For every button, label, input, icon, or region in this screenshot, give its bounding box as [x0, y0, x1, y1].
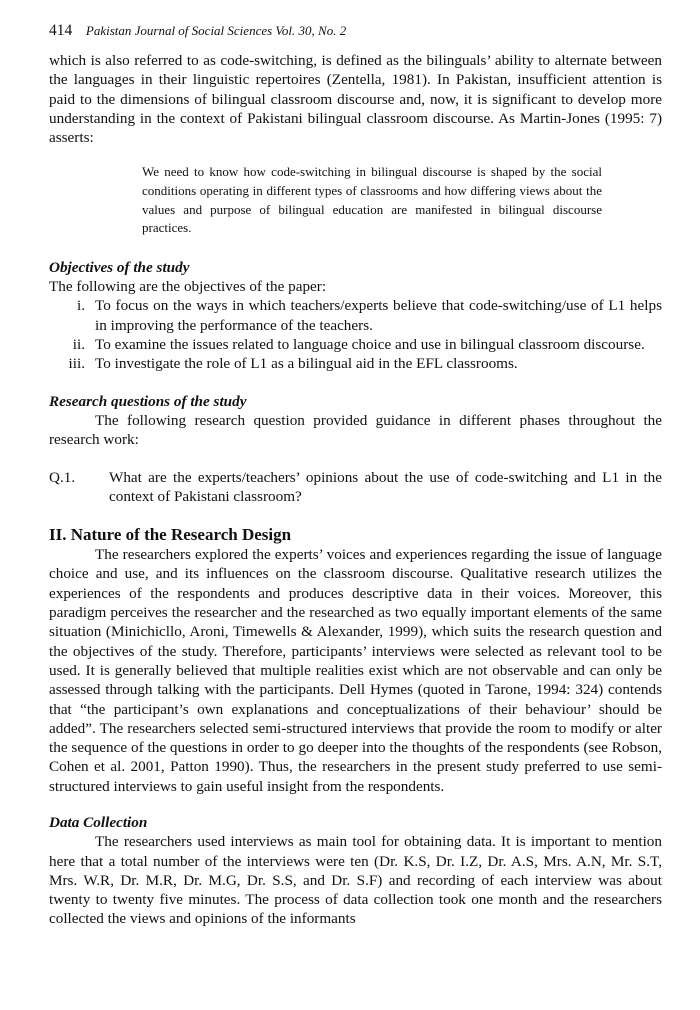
- objective-text: To investigate the role of L1 as a bilingual aid in the EFL classrooms.: [95, 355, 518, 373]
- block-quote: We need to know how code-switching in bilingual discourse is shaped by the social conditions operating in different types of classrooms and how differing views about the values and purpose of bilingual education are manifested in bilingual discourse practices.: [142, 164, 602, 236]
- page-number: 414: [49, 22, 73, 39]
- objective-number: i.: [76, 297, 85, 315]
- objective-item: [49, 296, 662, 335]
- intro-paragraph: which is also referred to as code-switching, is defined as the bilinguals’ ability to alternate between the languages in their linguistic repertoires (Zentella, 1981). In Pakistan, insufficient attention is paid to the dimensions of bilingual classroom discourse and, now, it is significant to develop more understanding in the context of Pakistani bilingual classroom discourse. As Martin-Jones (1995: 7) asserts:: [49, 52, 662, 147]
- objectives-lead: The following are the objectives of the paper:: [49, 278, 327, 296]
- data-collection-heading: Data Collection: [49, 813, 148, 831]
- journal-title: Pakistan Journal of Social Sciences Vol. 30, No. 2: [85, 23, 347, 38]
- objective-number: iii.: [68, 355, 85, 373]
- objective-text: To focus on the ways in which teachers/experts believe that code-switching/use of L1 helps in improving the performance of the teachers.: [95, 297, 662, 334]
- data-collection-body: The researchers used interviews as main tool for obtaining data. It is important to mention here that a total number of the interviews were ten (Dr. K.S, Dr. I.Z, Dr. A.S, Mrs. A.N, Mr. S.T, Mrs. W.R, Dr. M.R, Dr. M.G, Dr. S.S, and Dr. S.F) and recording of each interview was about twenty to twenty five minutes. The process of data collection took one month and the researchers collected the views and opinions of the informants: [49, 833, 662, 928]
- question-number: Q.1.: [49, 468, 76, 486]
- objective-number: ii.: [72, 336, 85, 354]
- section-body: The researchers explored the experts’ voices and experiences regarding the issue of language choice and use, and its influences on the classroom discourse. Qualitative research utilizes the experiences of the respondents and produces descriptive data in their voices. Moreover, this paradigm perceives the researcher and the researched as two equally important elements of the same situation (Minichicllo, Aroni, Timewells & Alexander, 1999), which suits the research question and the objectives of the study. Therefore, participants’ interviews were selected as relevant tool to be used. It is generally believed that multiple realities exist which are not observable and can only be assessed through talking with the participants. Dell Hymes (quoted in Tarone, 1994: 324) contends that “the participant’s own explanations and conceptualizations of their behaviour’ should be added”. The researchers selected semi-structured interviews that provide the room to modify or alter the sequence of the questions in order to go deeper into the thoughts of the respondents (see Robson, Cohen et al. 2001, Patton 1990). Thus, the researchers in the present study preferred to use semi-structured interviews to gain useful insight from the respondents.: [49, 546, 662, 795]
- objective-item: [49, 354, 662, 373]
- objectives-list: [49, 296, 662, 373]
- objectives-heading: Objectives of the study: [49, 258, 190, 276]
- main-text: [49, 51, 662, 929]
- question-text: What are the experts/teachers’ opinions about the use of code-switching and L1 in the context of Pakistani classroom?: [109, 468, 662, 505]
- research-question: [49, 468, 662, 507]
- section-heading: II. Nature of the Research Design: [49, 525, 292, 545]
- research-questions-lead: The following research question provided guidance in different phases throughout the research work:: [49, 411, 662, 449]
- objective-item: [49, 335, 662, 354]
- objective-text: To examine the issues related to language choice and use in bilingual classroom discourse.: [95, 336, 645, 354]
- research-questions-heading: Research questions of the study: [49, 392, 247, 410]
- running-header: [49, 22, 346, 40]
